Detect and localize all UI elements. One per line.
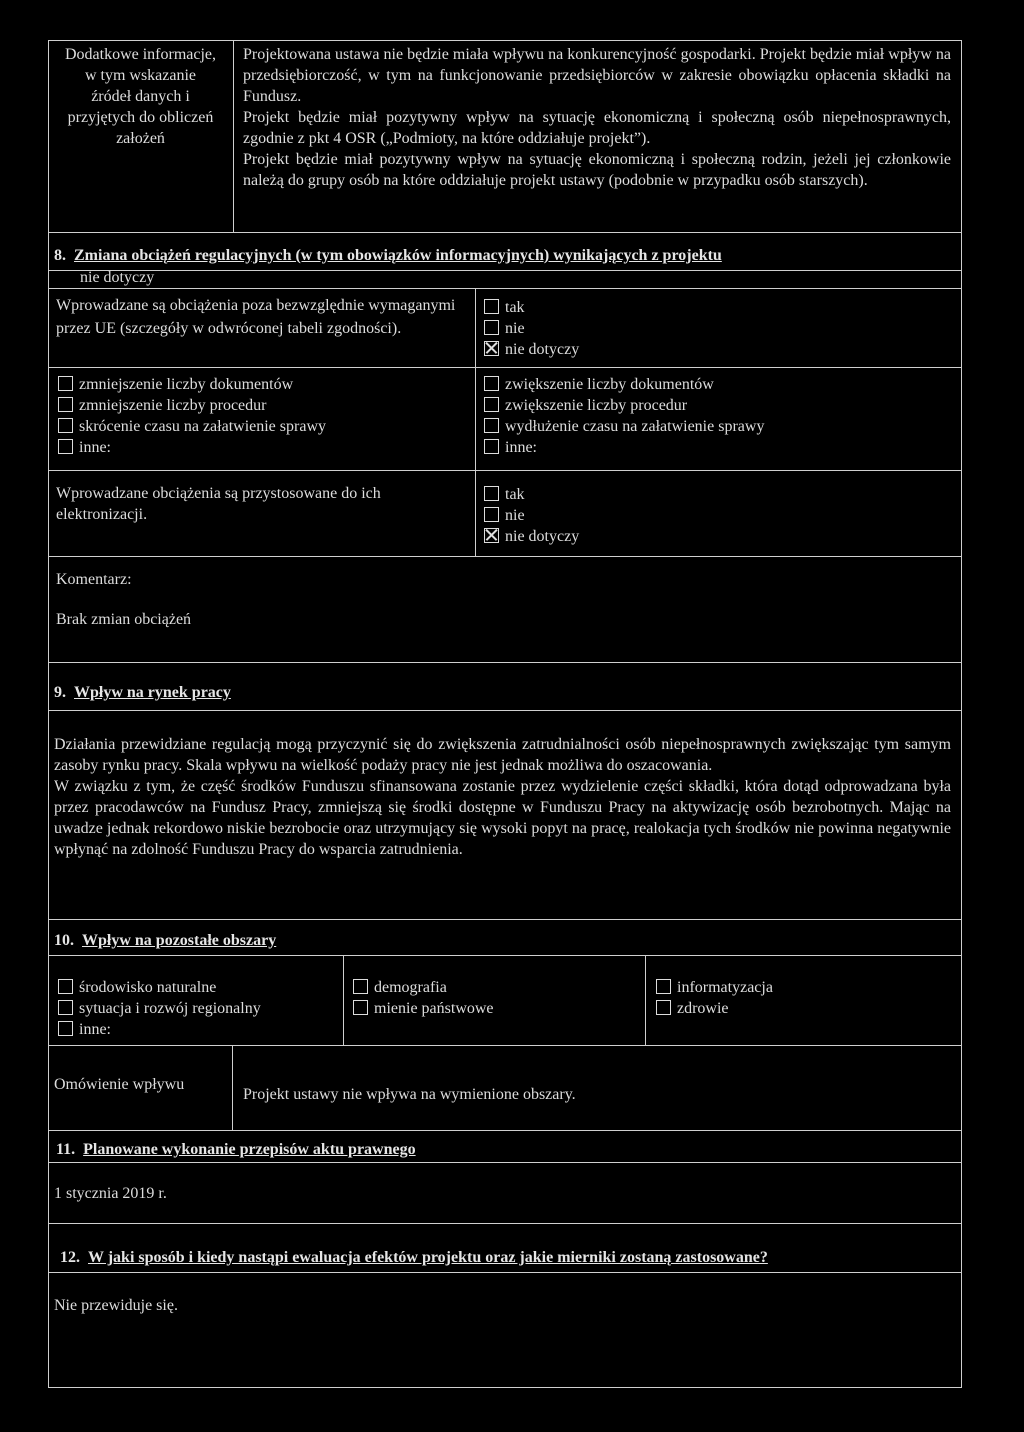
checkbox-icon[interactable] <box>484 507 499 522</box>
impact-text: Projekt ustawy nie wpływa na wymienione obszary. <box>243 1086 576 1103</box>
checkbox-icon[interactable] <box>58 418 73 433</box>
section-9-paragraph: Działania przewidziane regulacją mogą przyczynić się do zwiększenia zatrudnialności osób niepełnosprawnych zwiększając tym samym zasoby rynku pracy. Skala wpływu na wielkość podaży pracy nie jest jednak możliwa do oszacowania. <box>54 736 951 774</box>
option-nie[interactable]: nie <box>484 318 579 339</box>
checkbox-icon[interactable] <box>484 299 499 314</box>
section-8-not-applicable: nie dotyczy <box>80 269 155 286</box>
option-nie-dotyczy[interactable]: nie dotyczy <box>484 339 579 360</box>
option-tak[interactable]: tak <box>484 297 579 318</box>
checkbox-icon[interactable] <box>58 1000 73 1015</box>
rule-8-comment <box>48 662 961 663</box>
rule-9-title <box>48 710 961 711</box>
checkbox-icon[interactable] <box>58 376 73 391</box>
comment-label: Komentarz: <box>56 571 132 588</box>
rule-10-title <box>48 955 961 956</box>
info-text <box>243 44 951 191</box>
comment-text: Brak zmian obciążeń <box>56 611 192 628</box>
rule-10-divider-2 <box>645 955 646 1045</box>
rule-11-end <box>48 1223 961 1224</box>
option-environment[interactable]: środowisko naturalne <box>58 977 261 998</box>
option-demography[interactable]: demografia <box>353 977 494 998</box>
option-more-documents[interactable]: zwiększenie liczby dokumentów <box>484 374 764 395</box>
checkbox-icon[interactable] <box>484 376 499 391</box>
rule-top-divider <box>233 40 234 232</box>
option-it[interactable]: informatyzacja <box>656 977 773 998</box>
section-8-q2-options <box>484 484 579 547</box>
section-12-text: Nie przewiduje się. <box>54 1297 178 1314</box>
checkbox-icon[interactable] <box>656 979 671 994</box>
rule-10-impact-divider <box>232 1045 233 1130</box>
checkbox-icon[interactable] <box>353 1000 368 1015</box>
section-8-right-options <box>484 374 764 458</box>
option-other-left[interactable]: inne: <box>58 437 326 458</box>
checkbox-icon[interactable] <box>484 486 499 501</box>
option-other[interactable]: inne: <box>58 1019 261 1040</box>
rule-10-impact <box>48 1130 961 1131</box>
checkbox-icon[interactable] <box>484 418 499 433</box>
option-nie[interactable]: nie <box>484 505 579 526</box>
rule-top-end <box>48 232 961 233</box>
option-fewer-procedures[interactable]: zmniejszenie liczby procedur <box>58 395 326 416</box>
rule-11-title <box>48 1162 961 1163</box>
checkbox-icon[interactable] <box>58 397 73 412</box>
impact-label: Omówienie wpływu <box>54 1076 185 1093</box>
section-10-col-1 <box>58 977 261 1040</box>
rule-8-q1 <box>48 367 961 368</box>
rule-10-divider-1 <box>343 955 344 1045</box>
section-10-heading: 10. Wpływ na pozostałe obszary <box>54 932 277 949</box>
checkbox-icon[interactable] <box>484 397 499 412</box>
option-other-right[interactable]: inne: <box>484 437 764 458</box>
option-health[interactable]: zdrowie <box>656 998 773 1019</box>
rule-8-title <box>48 270 961 271</box>
option-regional[interactable]: sytuacja i rozwój regionalny <box>58 998 261 1019</box>
section-8-heading: 8. Zmiana obciążeń regulacyjnych (w tym obowiązków informacyjnych) wynikających z projektu <box>54 247 722 264</box>
info-paragraph: Projekt będzie miał pozytywny wpływ na sytuację ekonomiczną i społeczną rodzin, jeżeli jej członkowie należą do grupy osób na które oddziałuje projekt ustawy (podobnie w przypadku osób starszych). <box>243 151 951 189</box>
option-nie-dotyczy[interactable]: nie dotyczy <box>484 526 579 547</box>
info-label: Dodatkowe informacje, w tym wskazanie źródeł danych i przyjętych do obliczeń założeń <box>64 46 217 147</box>
checkbox-icon[interactable] <box>58 439 73 454</box>
info-paragraph: Projektowana ustawa nie będzie miała wpływu na konkurencyjność gospodarki. Projekt będzie miał wpływ na przedsiębiorczość, w tym na funkcjonowanie przedsiębiorców w zakresie obowiązku opłacenia składki na Fundusz. <box>243 46 951 105</box>
section-8-question-1: Wprowadzane są obciążenia poza bezwzględnie wymaganymi przez UE (szczegóły w odwróconej tabeli zgodności). <box>56 297 456 337</box>
rule-10-options <box>48 1045 961 1046</box>
info-paragraph: Projekt będzie miał pozytywny wpływ na sytuację ekonomiczną i społeczną osób niepełnosprawnych, zgodnie z pkt 4 OSR („Podmioty, na które oddziałuje projekt”). <box>243 109 951 147</box>
section-11-heading: 11. Planowane wykonanie przepisów aktu prawnego <box>56 1141 416 1158</box>
checkbox-icon[interactable] <box>58 1021 73 1036</box>
section-8-q1-options <box>484 297 579 360</box>
rule-8-na <box>48 288 961 289</box>
checkbox-icon[interactable] <box>58 979 73 994</box>
checkbox-checked-icon[interactable] <box>484 341 499 356</box>
checkbox-icon[interactable] <box>353 979 368 994</box>
section-8-left-options <box>58 374 326 458</box>
option-state-property[interactable]: mienie państwowe <box>353 998 494 1019</box>
rule-12-title <box>48 1272 961 1273</box>
section-8-question-2: Wprowadzane obciążenia są przystosowane do ich elektronizacji. <box>56 485 381 523</box>
section-10-col-2 <box>353 977 494 1019</box>
option-tak[interactable]: tak <box>484 484 579 505</box>
checkbox-checked-icon[interactable] <box>484 528 499 543</box>
section-9-paragraph: W związku z tym, że część środków Funduszu sfinansowana zostanie przez wydzielenie części składki, która dotąd odprowadzana była przez pracodawców na Fundusz Pracy, zmniejszą się środki dostępne w Funduszu Pracy na aktywizację osób bezrobotnych. Mając na uwadze jednak rekordowo niskie bezrobocie oraz utrzymujący się wysoki popyt na pracę, realokacja tych środków nie powinna negatywnie wpłynąć na zdolność Funduszu Pracy do wsparcia zatrudnienia. <box>54 778 951 858</box>
option-longer-time[interactable]: wydłużenie czasu na załatwienie sprawy <box>484 416 764 437</box>
section-9-text <box>54 734 951 860</box>
option-shorter-time[interactable]: skrócenie czasu na załatwienie sprawy <box>58 416 326 437</box>
checkbox-icon[interactable] <box>484 320 499 335</box>
rule-8-divider <box>475 288 476 556</box>
rule-8-q2 <box>48 556 961 557</box>
rule-9-end <box>48 919 961 920</box>
section-10-col-3 <box>656 977 773 1019</box>
document-frame <box>48 40 962 1388</box>
section-11-text: 1 stycznia 2019 r. <box>54 1185 167 1202</box>
rule-8-options <box>48 470 961 471</box>
option-more-procedures[interactable]: zwiększenie liczby procedur <box>484 395 764 416</box>
checkbox-icon[interactable] <box>656 1000 671 1015</box>
checkbox-icon[interactable] <box>484 439 499 454</box>
section-12-heading: 12. W jaki sposób i kiedy nastąpi ewaluacja efektów projektu oraz jakie mierniki zostaną zastosowane? <box>60 1249 768 1266</box>
option-fewer-documents[interactable]: zmniejszenie liczby dokumentów <box>58 374 326 395</box>
section-9-heading: 9. Wpływ na rynek pracy <box>54 684 231 701</box>
